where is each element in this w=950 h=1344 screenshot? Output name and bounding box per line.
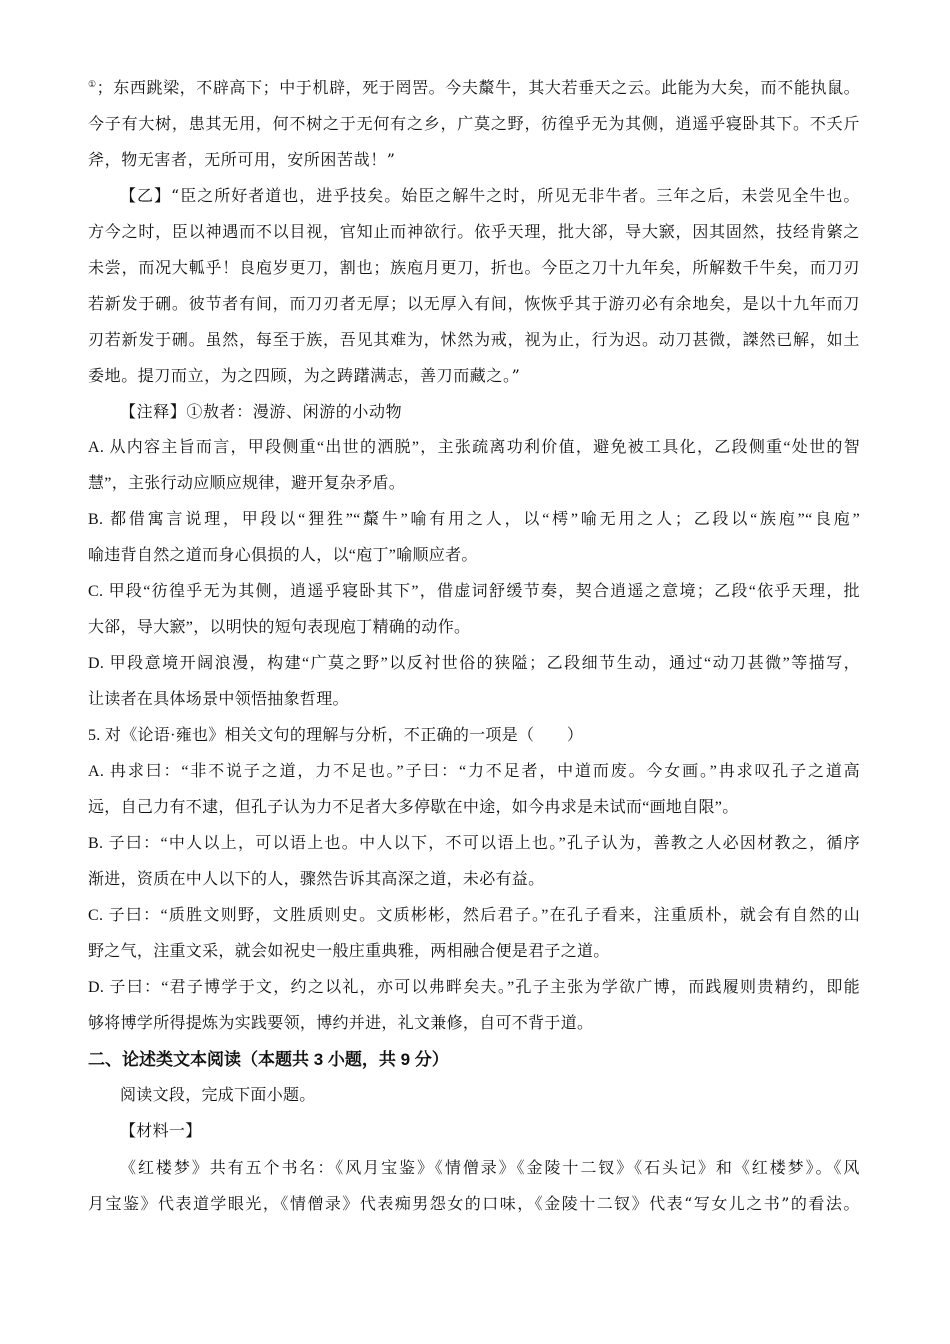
q5-option-c-cont: 野之气，注重文采，就会如祝史一般庄重典雅，两相融合便是君子之道。 xyxy=(88,943,610,960)
passage-line: 未尝，而况大軱乎！良庖岁更刀，割也；族庖月更刀，折也。今臣之刀十九年矣，所解数千牛矣，而刀刃 xyxy=(88,258,860,277)
material-line: 《红楼梦》共有五个书名：《风月宝鉴》《情僧录》《金陵十二钗》《石头记》和《红楼梦》。《风 xyxy=(120,1158,860,1177)
passage-line: ①；东西跳梁，不辟高下；中于机辟，死于罔罟。今夫斄牛，其大若垂天之云。此能为大矣，而不能执鼠。 xyxy=(88,78,860,97)
passage-line: 【乙】“臣之所好者道也，进乎技矣。始臣之解牛之时，所见无非牛者。三年之后，未尝见全牛也。 xyxy=(120,186,860,205)
passage-line: 斧，物无害者，无所可用，安所困苦哉！” xyxy=(88,150,396,169)
q5-option-d: D. 子曰：“君子博学于文，约之以礼，亦可以弗畔矣夫。”孔子主张为学欲广博，而践履则贵精约，即能 xyxy=(88,979,860,996)
q5-option-b-cont: 渐进，资质在中人以下的人，骤然告诉其高深之道，未必有益。 xyxy=(88,871,545,888)
q5-stem: 5. 对《论语·雍也》相关文句的理解与分析，不正确的一项是（ ） xyxy=(88,727,584,744)
q4-option-a: A. 从内容主旨而言，甲段侧重“出世的洒脱”，主张疏离功利价值，避免被工具化，乙段侧重“处世的智 xyxy=(88,439,860,456)
passage-line: 若新发于硎。彼节者有间，而刀刃者无厚；以无厚入有间，恢恢乎其于游刃必有余地矣，是以十九年而刀 xyxy=(88,294,860,313)
q4-option-d: D. 甲段意境开阔浪漫，构建“广莫之野”以反衬世俗的狭隘；乙段细节生动，通过“动刀甚微”等描写， xyxy=(88,655,860,672)
q4-option-b-cont: 喻违背自然之道而身心俱损的人，以“庖丁”喻顺应者。 xyxy=(88,547,478,564)
document-page xyxy=(88,70,860,1222)
passage-line: 方今之时，臣以神遇而不以目视，官知止而神欲行。依乎天理，批大郤，导大窾，因其固然，技经肯綮之 xyxy=(88,222,860,241)
section-instruction: 阅读文段，完成下面小题。 xyxy=(120,1087,316,1104)
material-label: 【材料一】 xyxy=(120,1123,202,1140)
footnote-marker: ① xyxy=(88,80,97,90)
q4-option-a-cont: 慧”，主张行动应顺应规律，避开复杂矛盾。 xyxy=(88,475,406,492)
annotation-note: 【注释】①敖者：漫游、闲游的小动物 xyxy=(120,402,403,421)
q5-option-a: A. 冉求曰：“非不说子之道，力不足也。”子曰：“力不足者，中道而废。今女画。”冉求叹孔子之道高 xyxy=(88,763,860,780)
q4-option-b: B. 都借寓言说理，甲段以“狸狌”“斄牛”喻有用之人，以“樗”喻无用之人；乙段以“族庖”“良庖” xyxy=(88,511,860,528)
section-heading: 二、论述类文本阅读（本题共 3 小题，共 9 分） xyxy=(88,1050,449,1069)
q4-option-c-cont: 大郤，导大窾”，以明快的短句表现庖丁精确的动作。 xyxy=(88,619,471,636)
q4-option-d-cont: 让读者在具体场景中领悟抽象哲理。 xyxy=(88,691,349,708)
q5-option-a-cont: 远，自己力有不逮，但孔子认为力不足者大多停歇在中途，如今冉求是未试而“画地自限”。 xyxy=(88,799,739,816)
passage-line: 委地。提刀而立，为之四顾，为之踌躇满志，善刀而藏之。” xyxy=(88,366,521,385)
material-line: 月宝鉴》代表道学眼光，《情僧录》代表痴男怨女的口味，《金陵十二钗》代表“写女儿之书”的看法。 xyxy=(88,1194,860,1213)
passage-line: 刃若新发于硎。虽然，每至于族，吾见其难为，怵然为戒，视为止，行为迟。动刀甚微，謋然已解，如土 xyxy=(88,330,860,349)
q4-option-c: C. 甲段“彷徨乎无为其侧，逍遥乎寝卧其下”，借虚词舒缓节奏，契合逍遥之意境；乙段“依乎天理，批 xyxy=(88,583,860,600)
passage-line: 今子有大树，患其无用，何不树之于无何有之乡，广莫之野，彷徨乎无为其侧，逍遥乎寝卧其下。不夭斤 xyxy=(88,114,860,133)
q5-option-d-cont: 够将博学所得提炼为实践要领，博约并进，礼文兼修，自可不背于道。 xyxy=(88,1015,594,1032)
q5-option-c: C. 子曰：“质胜文则野，文胜质则史。文质彬彬，然后君子。”在孔子看来，注重质朴，就会有自然的山 xyxy=(88,907,860,924)
q5-option-b: B. 子曰：“中人以上，可以语上也。中人以下，不可以语上也。”孔子认为，善教之人必因材教之，循序 xyxy=(88,835,860,852)
